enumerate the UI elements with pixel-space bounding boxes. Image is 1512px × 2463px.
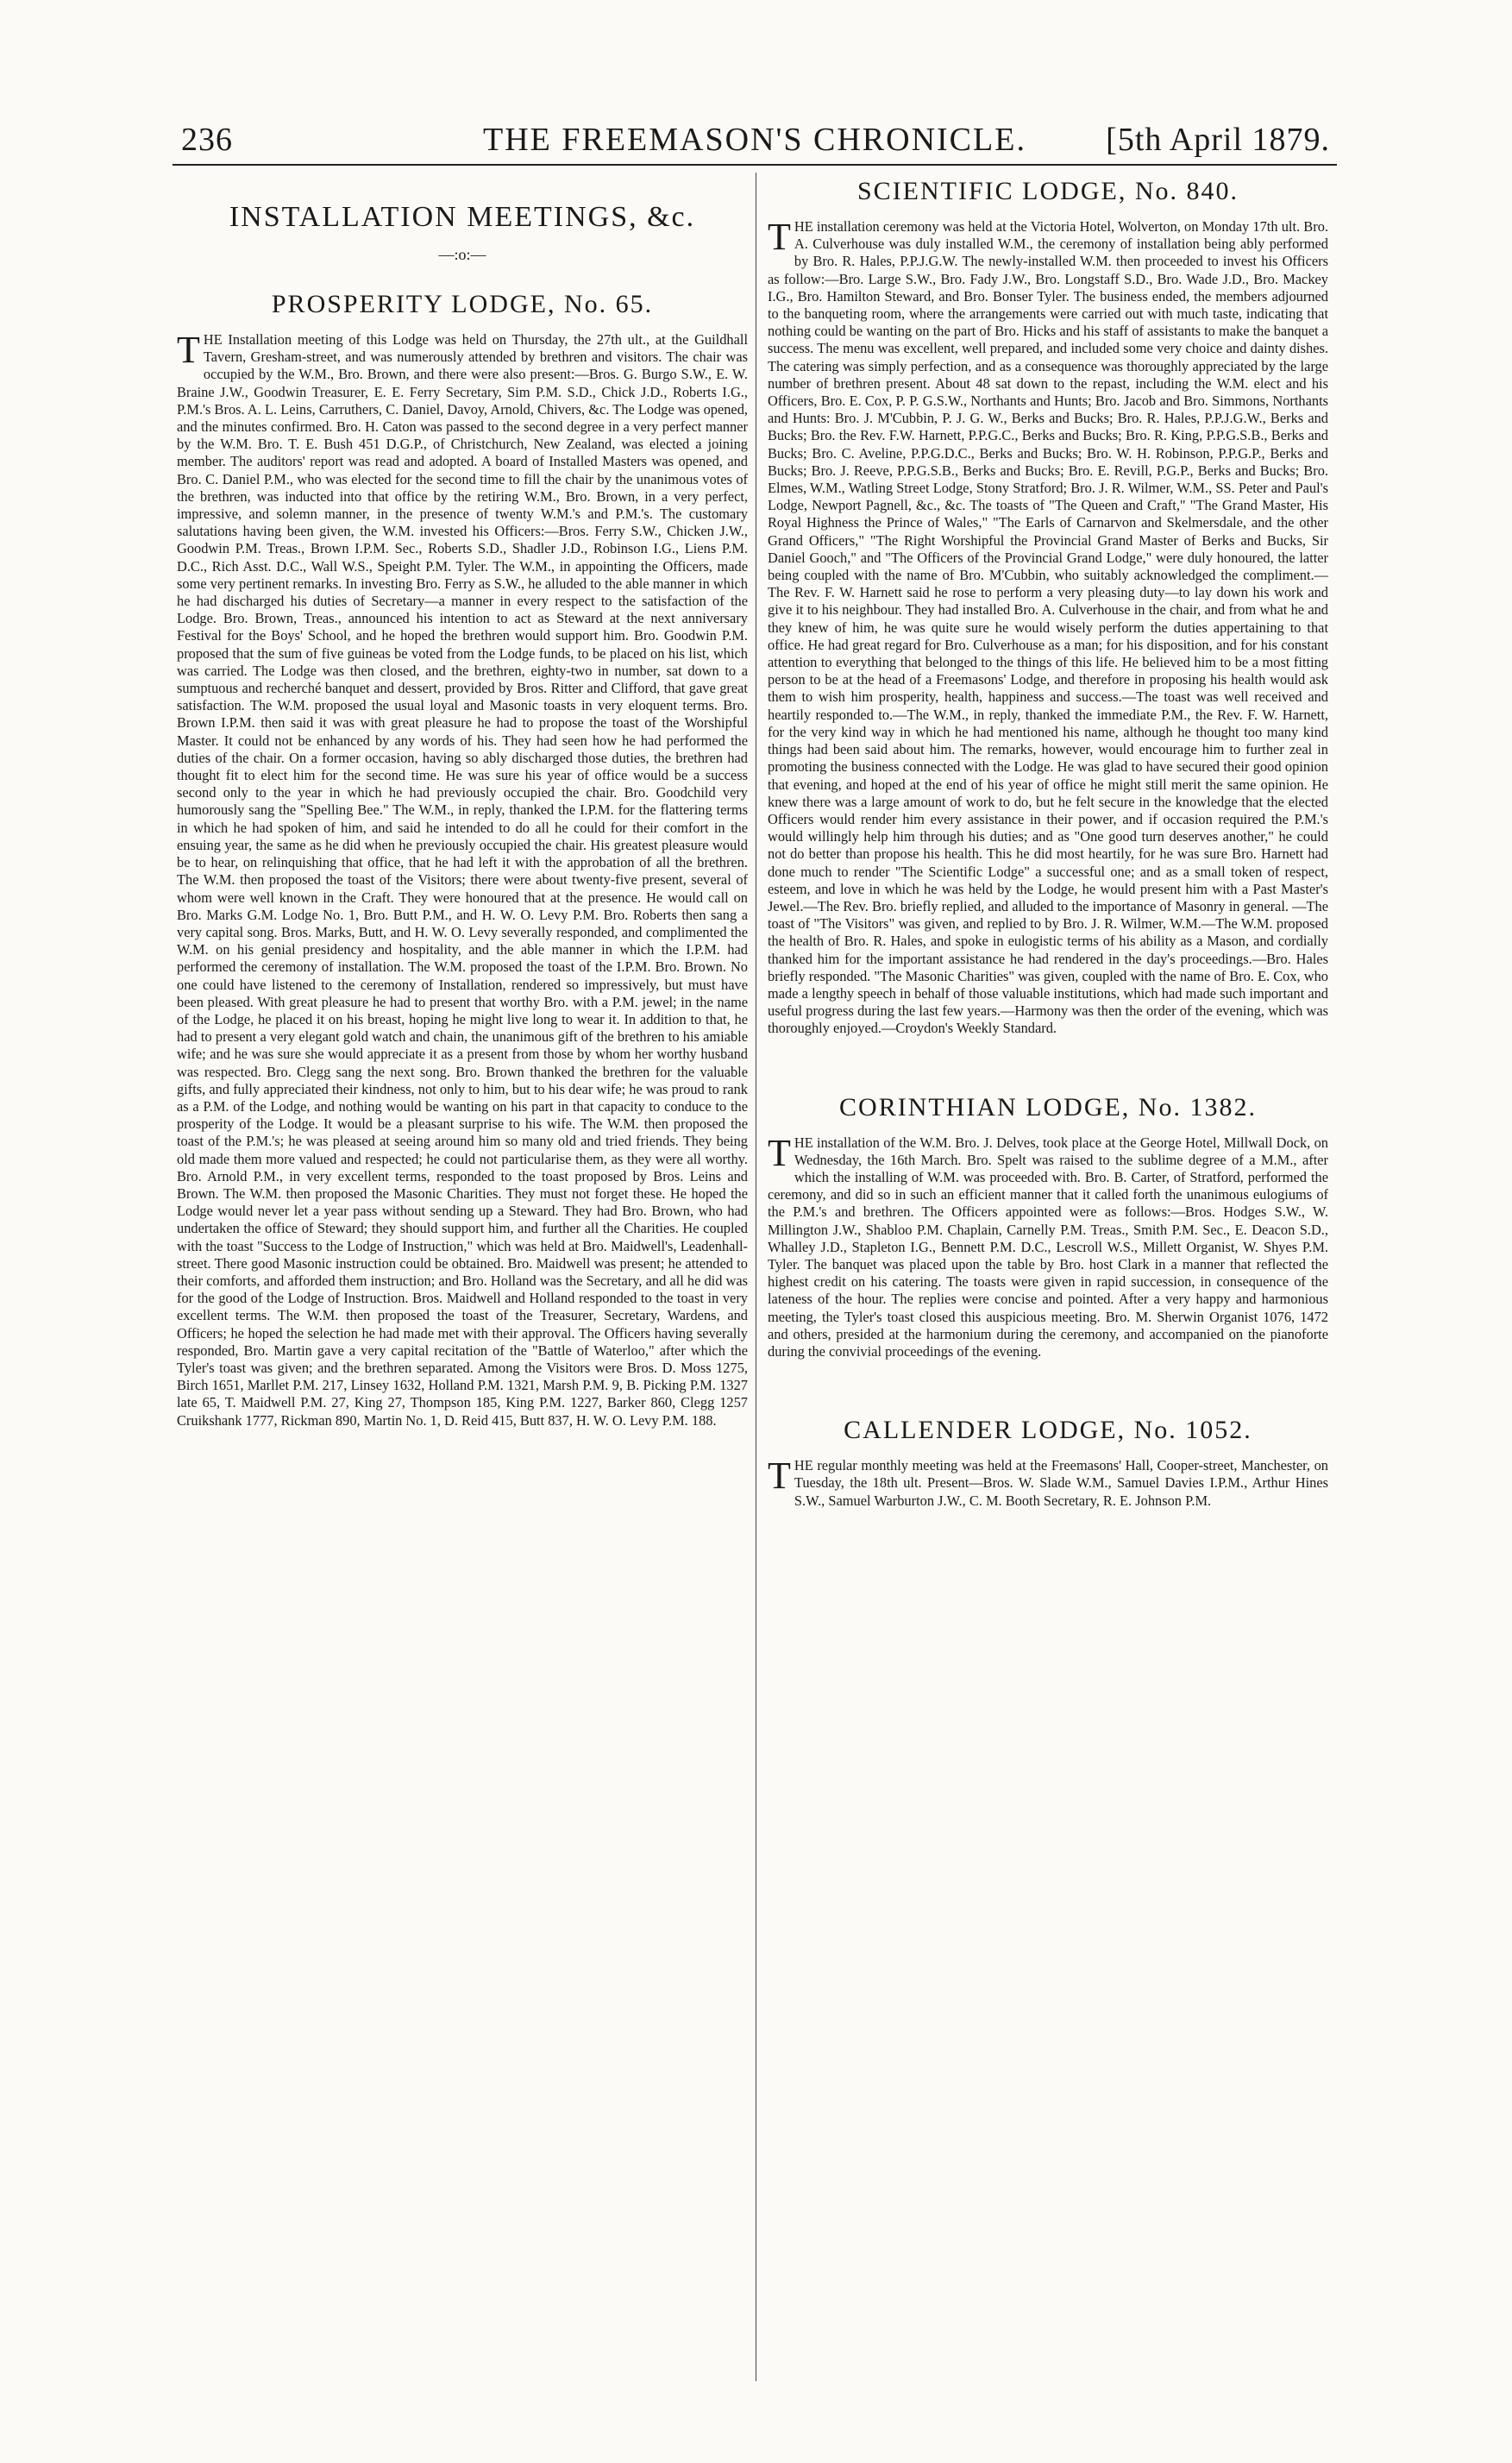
section-title: INSTALLATION MEETINGS, &c. [229, 201, 696, 233]
article-spacer [768, 1360, 1328, 1390]
issue-date: [5th April 1879. [1106, 122, 1330, 158]
callender-lodge-heading: CALLENDER LODGE, No. 1052. [844, 1416, 1252, 1445]
right-column [768, 177, 1328, 1510]
masthead [173, 121, 1337, 166]
corinthian-lodge-report: THE installation of the W.M. Bro. J. Delves, took place at the George Hotel, Millwall Dock, on Wednesday, the 16th March. Bro. Spelt was raised to the sublime degree of a M.M., after which the installing of W.M. was proceeded with. Bro. B. Carter, of Stratford, performed the ceremony, and did so in such an efficient manner that it called forth the unanimous eulogiums of the P.M.'s and brethren. The Officers appointed were as follows:—Bros. Hodges S.W., W. Millington J.W., Shabloo P.M. Chaplain, Carnelly P.M. Treas., Smith P.M. Sec., E. Deacon S.D., Whalley J.D., Stapleton I.G., Bennett P.M. D.C., Lescroll W.S., Millett Organist, W. Shyes P.M. Tyler. The banquet was placed upon the table by Bro. host Clark in a manner that reflected the highest credit on his catering. The toasts were given in rapid succession, in consequence of the lateness of the hour. The replies were concise and pointed. After a very happy and harmonious meeting, the Tyler's toast closed this auspicious meeting. Bro. M. Sherwin Organist 1076, 1472 and others, presided at the harmonium during the ceremony, and accompanied on the pianoforte during the convivial proceedings of the evening. [768, 1131, 1328, 1360]
left-column [177, 177, 748, 1429]
callender-lodge-report: THE regular monthly meeting was held at the Freemasons' Hall, Cooper-street, Manchester, on Tuesday, the 18th ult. Present—Bros. W. Slade W.M., Samuel Davies I.P.M., Arthur Hines S.W., Samuel Warburton J.W., C. M. Booth Secretary, R. E. Johnson P.M. [768, 1455, 1328, 1509]
journal-title: THE FREEMASON'S CHRONICLE. [483, 122, 1026, 158]
prosperity-lodge-report: THE Installation meeting of this Lodge was held on Thursday, the 27th ult., at the Guildhall Tavern, Gresham-street, and was numerously attended by brethren and visitors. The chair was occupied by the W.M., Bro. Brown, and there were also present:—Bros. G. Burgo S.W., E. W. Braine J.W., Goodwin Treasurer, E. E. Ferry Secretary, Sim P.M. S.D., Chick J.D., Roberts I.G., P.M.'s Bros. A. L. Leins, Carruthers, C. Daniel, Davoy, Arnold, Chivers, &c. The Lodge was opened, and the minutes confirmed. Bro. H. Caton was passed to the second degree in a very perfect manner by the W.M. Bro. T. E. Bush 451 D.G.P., of Christchurch, New Zealand, was elected a joining member. The auditors' report was read and adopted. A board of Installed Masters was opened, and Bro. C. Daniel P.M., who was elected for the second time to fill the chair by the unanimous votes of the brethren, was inducted into that office by the retiring W.M., Bro. Brown, in a very perfect, impressive, and solemn manner, in the presence of twenty W.M.'s and P.M.'s. The customary salutations having been given, the W.M. invested his Officers:—Bros. Ferry S.W., Chicken J.W., Goodwin P.M. Treas., Brown I.P.M. Sec., Roberts S.D., Shadler J.D., Robinson I.G., Liens P.M. D.C., Rich Asst. D.C., Wall W.S., Speight P.M. Tyler. The W.M., in appointing the Officers, made some very pertinent remarks. In investing Bro. Ferry as S.W., he alluded to the able manner in which he had discharged his duties of Secretary—a manner in every respect to the satisfaction of the Lodge. Bro. Brown, Treas., announced his intention to act as Steward at the next anniversary Festival for the Boys' School, and he hoped the brethren would support him. Bro. Goodwin P.M. proposed that the sum of five guineas be voted from the Lodge funds, to be placed on his list, which was carried. The Lodge was then closed, and the brethren, eighty-two in number, sat down to a sumptuous and recherché banquet and dessert, provided by Bros. Ritter and Clifford, that gave great satisfaction. The W.M. proposed the usual loyal and Masonic toasts in very eloquent terms. Bro. Brown I.P.M. then said it was with great pleasure he had to propose the toast of the Worshipful Master. It could not be enhanced by any words of his. They had seen how he had performed the duties of the chair. On a former occasion, having so ably discharged those duties, the brethren had thought fit to elect him for the second time. He was sure his year of office would be a success second only to the year in which he had previously occupied the chair. Bro. Goodchild very humorously sang the "Spelling Bee." The W.M., in reply, thanked the I.P.M. for the flattering terms in which he had spoken of him, and said he intended to do all he could for their comfort in the ensuing year, the same as he did when he previously occupied the chair. His greatest pleasure would be to hear, on relinquishing that office, that he had left it with the approbation of all the brethren. The W.M. then proposed the toast of the Visitors; there were about twenty-five present, several of whom were well known in the Craft. They were honoured that at the presence. He would call on Bro. Marks G.M. Lodge No. 1, Bro. Butt P.M., and H. W. O. Levy P.M. Bro. Roberts then sang a very capital song. Bros. Marks, Butt, and H. W. O. Levy severally responded, and complimented the W.M. on his genial presidency and hospitality, and the able manner in which the I.P.M. had performed the ceremony of installation. The W.M. proposed the toast of the I.P.M. Bro. Brown. No one could have listened to the ceremony of Installation, rendered so impressively, but must have been pleased. With great pleasure he had to present that worthy Bro. with a P.M. jewel; in the name of the Lodge, he placed it on his breast, hoping he might live long to wear it. In addition to that, he had to present a very elegant gold watch and chain, the unanimous gift of the brethren to his amiable wife; and he was sure she would appreciate it as a present from those by whom her worthy husband was respected. Bro. Clegg sang the next song. Bro. Brown thanked the brethren for the valuable gifts, and fully appreciated their kindness, not only to him, but to his dear wife; he was proud to rank as a P.M. of the Lodge, and nothing would be wanting on his part in that capacity to conduce to the prosperity of the Lodge. It would be a pleasant surprise to his wife. The W.M. then proposed the toast of the P.M.'s; he was pleased at seeing around him so many old and tried friends. They being old made them more valued and respected; he could not particularise them, as they were all worthy. Bro. Arnold P.M., in very excellent terms, responded to the toast proposed by Bros. Leins and Brown. The W.M. then proposed the Masonic Charities. They must not forget these. He hoped the Lodge would never let a year pass without sending up a Steward. They had Bro. Brown, who had undertaken the office of Steward; they should support him, and further all the Charities. He coupled with the toast "Success to the Lodge of Instruction," which was held at Bro. Maidwell's, Leadenhall-street. There good Masonic instruction could be obtained. Bro. Maidwell was present; he attended to their comforts, and afforded them instruction; and Bro. Holland was the Secretary, and all he did was for the good of the Lodge of Instruction. Bros. Maidwell and Holland responded to the toast in very excellent terms. The W.M. then proposed the toast of the Treasurer, Secretary, Wardens, and Officers; he hoped the selection he had made met with their approval. The Officers having severally responded, Bro. Martin gave a very capital recitation of the "Battle of Waterloo," after which the Tyler's toast was given; and the brethren separated. Among the Visitors were Bros. D. Moss 1275, Birch 1651, Marllet P.M. 217, Linsey 1632, Holland P.M. 1321, Marsh P.M. 9, B. Picking P.M. 1327 late 65, T. Maidwell P.M. 27, King 27, Thompson 185, King P.M. 1227, Barker 860, Clegg 1257 Cruikshank 1777, Rickman 890, Martin No. 1, D. Reid 415, Butt 837, H. W. O. Levy P.M. 188. [177, 329, 748, 1429]
page-number: 236 [181, 122, 233, 158]
scientific-lodge-report: THE installation ceremony was held at the Victoria Hotel, Wolverton, on Monday 17th ult. Bro. A. Culverhouse was duly installed W.M., the ceremony of installation being ably performed by Bro. R. Hales, P.P.J.G.W. The newly-installed W.M. then proceeded to invest his Officers as follow:—Bro. Large S.W., Bro. Fady J.W., Bro. Longstaff S.D., Bro. Wade J.D., Bro. Mackey I.G., Bro. Hamilton Steward, and Bro. Bonser Tyler. The business ended, the members adjourned to the banqueting room, where the arrangements were carried out with much taste, indicating that nothing could be wanting on the part of Bro. Hicks and his staff of assistants to make the banquet a success. The menu was excellent, well prepared, and included some very choice and dainty dishes. The catering was simply perfection, and as a consequence was thoroughly appreciated by the large number of brethren present. About 48 sat down to the repast, including the W.M. elect and his Officers, Bro. E. Cox, P. P. G.S.W., Northants and Hunts; Bro. Jacob and Bro. Simmons, Northants and Hunts: Bro. J. M'Cubbin, P. J. G. W., Berks and Bucks; Bro. R. Hales, P.P.J.G.W., Berks and Bucks; Bro. the Rev. F.W. Harnett, P.P.G.C., Berks and Bucks; Bro. R. King, P.P.G.S.B., Berks and Bucks; Bro. C. Aveline, P.P.G.D.C., Berks and Bucks; Bro. W. H. Robinson, P.P.G.P., Berks and Bucks; Bro. J. Reeve, P.P.G.S.B., Berks and Bucks; Bro. E. Revill, P.G.P., Berks and Bucks; Bro. Elmes, W.M., Watling Street Lodge, Stony Stratford; Bro. J. R. Wilmer, W.M., SS. Peter and Paul's Lodge, Newport Pagnell, &c., &c. The toasts of "The Queen and Craft," "The Grand Master, His Royal Highness the Prince of Wales," "The Earls of Carnarvon and Skelmersdale, and the other Grand Officers," "The Right Worshipful the Provincial Grand Master of Berks and Bucks, Sir Daniel Gooch," and "The Officers of the Provincial Grand Lodge," were duly honoured, the latter being coupled with the name of Bro. M'Cubbin, who suitably acknowledged the compliment.—The Rev. F. W. Harnett said he rose to perform a very pleasing duty—to lay down his work and give it to his neighbour. They had installed Bro. A. Culverhouse in the chair, and from what he and they knew of him, he was quite sure he would wisely perform the duties appertaining to that office. He had great regard for Bro. Culverhouse as a man; for his disposition, and for his constant attention to everything that belonged to the things of this life. He believed him to be a most fitting person to be at the head of a Freemasons' Lodge, and therefore in proposing his health would ask them to wish him prosperity, health, happiness and success.—The toast was well received and heartily responded to.—The W.M., in reply, thanked the immediate P.M., the Rev. F. W. Harnett, for the very kind way in which he had mentioned his name, although he thought too many kind things had been said about him. The remarks, however, would encourage him to further zeal in promoting the business connected with the Lodge. He was glad to have secured their good opinion that evening, and hoped at the end of his year of office he might still merit the same opinion. He knew there was a large amount of work to do, but he felt secure in the knowledge that the elected Officers would render him every assistance in their power, and if occasion required the P.M.'s would willingly help him through his duties; and as "One good turn deserves another," he could not do better than propose his health. This he did most heartily, for he was sure Bro. Harnett had done much to render "The Scientific Lodge" a successful one; and as a small token of respect, esteem, and love in which he was held by the Lodge, he would present him with a Past Master's Jewel.—The Rev. Bro. briefly replied, and alluded to the importance of Masonry in general. —The toast of "The Visitors" was given, and replied to by Bro. J. R. Wilmer, W.M.—The W.M. proposed the health of Bro. R. Hales, and spoke in eulogistic terms of his ability as a Mason, and cordially thanked him for the important assistance he had rendered in the day's proceedings.—Bro. Hales briefly responded. "The Masonic Charities" was given, coupled with the name of Bro. E. Cox, who made a lengthy speech in behalf of those valuable institutions, which had made such important and useful progress during the last few years.—Harmony was then the order of the evening, which was thoroughly enjoyed.—Croydon's Weekly Standard. [768, 216, 1328, 1037]
article-spacer [768, 1038, 1328, 1067]
scientific-lodge-heading: SCIENTIFIC LODGE, No. 840. [857, 177, 1239, 205]
corinthian-lodge-heading: CORINTHIAN LODGE, No. 1382. [839, 1092, 1257, 1122]
section-separator: —:o:— [438, 246, 486, 263]
prosperity-lodge-heading: PROSPERITY LODGE, No. 65. [271, 290, 654, 318]
